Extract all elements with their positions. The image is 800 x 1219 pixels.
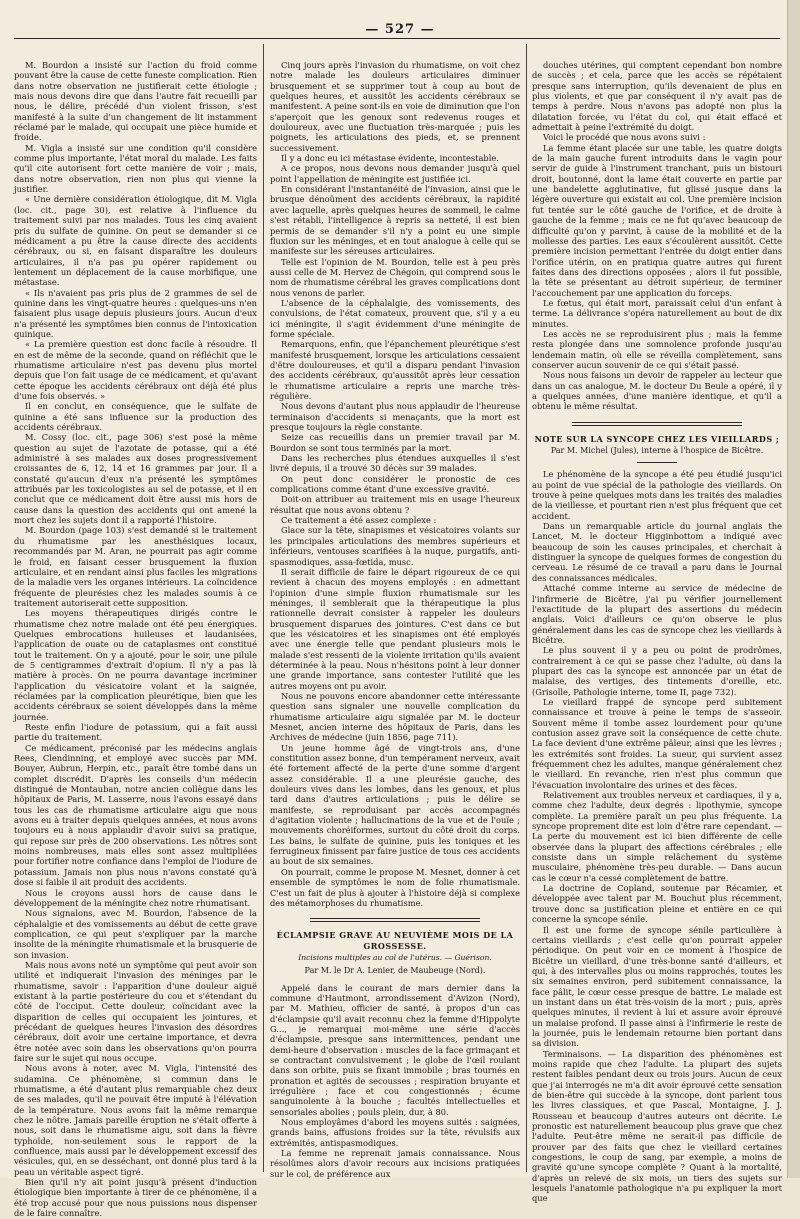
paragraph: On pourrait, comme le propose M. Mesnet, donner à cet ensemble de symptômes le nom de folie rhumatismale. C'est un fait de plus à ajouter à l'histoire déjà si complexe des métamorphoses du rhumatisme. <box>270 866 520 908</box>
article-subtitle: Incisions multiples au col de l'utérus. — Guérison. <box>298 952 492 962</box>
paragraph: M. Cossy (loc. cit., page 306) s'est posé la même question au sujet de l'azotate de potasse, qui a été administré à ses malades aux doses progressivement croissantes de 6, 12, 14 et 16 grammes par jour. Il a constaté qu'aucun d'eux n'a présenté les symptômes attribués par les toxicologistes au sel de potasse, et il en conclut que ce médicament doit être aussi mis hors de cause dans la question des accidents qui ont amené la mort chez les sujets dont il a rapporté l'histoire. <box>14 432 257 526</box>
paragraph: Remarquons, enfin, que l'épanchement pleurétique s'est manifesté brusquement, lorsque les articulations cessaient d'être douloureuses, et qu'il a disparu pendant l'invasion des accidents cérébraux, qu'aussitôt après leur cessation le rhumatisme articulaire a repris une marche très-régulière. <box>270 339 520 401</box>
paragraph: Le vieillard frappé de syncope perd subitement connaissance et trouve à peine le temps de s'asseoir. Souvent même il tombe assez lourdement pour qu'une contusion assez grave soit la conséquence de cette chute. La face devient d'une extrême pâleur, ainsi que les lèvres ; les extrémités sont froides. La sueur, qui survient assez fréquemment chez les adultes, manque généralement chez le vieillard. En revanche, rien n'est plus commun que l'évacuation involontaire des urines et des fèces. <box>532 696 782 790</box>
paragraph: Terminaisons. — La disparition des phénomènes est moins rapide que chez l'adulte. La plupart des sujets restent faibles pendant deux ou trois jours. Aucun de ceux que j'ai interrogés ne m'a dit avoir éprouvé cette sensation de bien-être qui succède à la syncope, dont parlent tous les livres classiques, et que Pascal, Montaigne, J. J. Rousseau et beaucoup d'autres auteurs ont décrite. Le pronostic est naturellement beaucoup plus grave que chez l'adulte. Peut-être même ne serait-il pas difficile de prouver par des faits que chez le vieillard certaines congestions, le coup de sang, par exemple, a moins de gravité qu'une syncope complète ? Quant à la mortalité, d'après un relevé de six mois, un tiers des sujets sur lesquels l'anatomie pathologique n'a pu expliquer la mort que <box>532 1048 782 1204</box>
paragraph: « Une dernière considération étiologique, dit M. Vigla (loc. cit., page 30), est relative à l'influence du traitement suivi par nos malades. Tous les cinq avaient pris du sulfate de quinine. On peut se demander si ce médicament a pu être la cause directe des accidents cérébraux, ou si, en faisant disparaître les douleurs articulaires, il n'a pas pu opérer rapidement ou lentement un déplacement de la cause morbifique, une métastase. <box>14 194 257 288</box>
paragraph: Nous signalons, avec M. Bourdon, l'absence de la céphalalgie et des vomissements au début de cette grave complication, ce qui peut s'expliquer par la marche insolite de la méningite rhumatismale et la brusquerie de son invasion. <box>14 908 257 960</box>
paragraph: Nous ne pouvons encore abandonner cette intéressante question sans signaler une nouvelle complication du rhumatisme articulaire aigu signalée par M. le docteur Mesnet, ancien interne des hôpitaux de Paris, dans les Archives de médecine (juin 1856, page 711). <box>270 690 520 743</box>
paragraph: Il en conclut, en conséquence, que le sulfate de quinine a été sans influence sur la production des accidents cérébraux. <box>14 401 257 433</box>
column-left <box>14 60 257 1219</box>
paragraph: Bien qu'il n'y ait point jusqu'à présent d'induction étiologique bien importante à tirer de ce phénomène, il a été trop accusé pour que nous puissions nous dispenser de le faire connaître. <box>14 1177 257 1219</box>
column-divider <box>263 44 264 1172</box>
paragraph: Telle est l'opinion de M. Bourdon, telle est à peu près aussi celle de M. Hervez de Chégoin, qui comprend sous le nom de rhumatisme cérébral les graves complications dont nous venons de parler. <box>270 256 520 298</box>
header-rule <box>14 38 780 39</box>
paragraph: Seize cas recueillis dans un premier travail par M. Bourdon se sont tous terminés par la mort. <box>270 432 520 453</box>
paragraph: Le phénomène de la syncope a été peu étudié jusqu'ici au point de vue spécial de la pathologie des vieillards. On trouve à peine quelques mots dans les traités des maladies de la vieillesse, et pourtant rien n'est plus fréquent que cet accident. <box>532 469 782 521</box>
paragraph: Un jeune homme âgé de vingt-trois ans, d'une constitution assez bonne, d'un tempérament nerveux, avait été fortement affecté de la perte d'une somme d'argent assez considérable. Il a une pleurésie gauche, des douleurs vives dans les lombes, dans les genoux, et plus tard dans d'autres articulations ; puis le délire se manifeste, se reproduisant par accès accompagnés d'agitation violente ; hallucinations de la vue et de l'ouïe ; mouvements choréiformes, surtout du côté droit du corps. Les bains, le sulfate de quinine, puis les toniques et les ferrugineux finissent par faire justice de tous ces accidents au bout de six semaines. <box>270 742 520 867</box>
paragraph: douches utérines, qui comptent cependant bon nombre de succès ; et cela, parce que les accès se répétaient presque sans interruption, qu'ils devenaient de plus en plus violents, et que par conséquent il n'y avait pas de temps à perdre. Nous n'avons pas adopté non plus la dilatation forcée, vu l'état du col, qui était effacé et admettait à peine l'extrémité du doigt. <box>532 60 782 133</box>
paragraph: Les accès ne se reproduisirent plus ; mais la femme resta plongée dans une somnolence profonde jusqu'au lendemain matin, où elle se réveilla complètement, sans conserver aucun souvenir de ce qui s'était passé. <box>532 328 782 370</box>
paragraph: Relativement aux troubles nerveux et cardiaques, il y a, comme chez l'adulte, deux degrés : lipothymie, syncope complète. La première paraît un peu plus fréquente. La syncope proprement dite est loin d'être rare cependant. — La perte du mouvement est ici bien différente de celle observée dans la plupart des affections cérébrales ; elle consiste dans un simple relâchement du système musculaire, phénomène très-peu durable. — Dans aucun cas le cœur n'a cessé complètement de battre. <box>532 790 782 883</box>
paragraph: Il serait difficile de faire le départ rigoureux de ce qui revient à chacun des moyens employés : en admettant l'opinion d'une simple fluxion rhumatismale sur les méninges, il semblerait que la thérapeutique la plus rationnelle devrait consister à rappeler les douleurs brusquement disparues des jointures. C'est dans ce but que les vésicatoires et les sinapismes ont été employés avec une énergie telle que pendant plusieurs mois le malade s'est ressenti de la violente irritation qu'ils avaient déterminée à la peau. Nous n'hésitons point à leur donner une grande importance, sans contester l'utilité que les autres moyens ont pu avoir. <box>270 566 520 691</box>
paragraph: Dans les recherches plus étendues auxquelles il s'est livré depuis, il a trouvé 30 décès sur 39 malades. <box>270 453 520 474</box>
column-right <box>532 60 782 1204</box>
paragraph: Nous employâmes d'abord les moyens suités : saignées, grands bains, affusions froides sur la tête, révulsifs aux extrémités, antispasmodiques. <box>270 1117 520 1148</box>
paragraph: Doit-on attribuer au traitement mis en usage l'heureux résultat que nous avons obtenu ? <box>270 494 520 515</box>
article-title: NOTE SUR LA SYNCOPE CHEZ LES VIEILLARDS ; <box>534 433 780 444</box>
paragraph: Ce traitement a été assez complexe : <box>281 515 437 526</box>
paragraph: Il y a donc eu ici métastase évidente, incontestable. <box>281 153 499 164</box>
paragraph: A ce propos, nous devons nous demander jusqu'à quel point l'appellation de méningite est justifiée ici. <box>270 163 520 184</box>
short-rule <box>637 462 677 463</box>
paragraph: Ce médicament, préconisé par les médecins anglais Rees, Clendinning, et employé avec succès par MM. Bouyer, Aubrun, Herpin, etc., paraît être tombé dans un complet discrédit. D'après les conseils d'un médecin distingué de Montauban, notre ancien collègue dans les hôpitaux de Paris, M. Lasserre, nous l'avons essayé dans tous les cas de rhumatisme articulaire aigu que nous avons eu à traiter depuis quelques années, et nous avons toujours eu à nous applaudir d'avoir suivi sa pratique, qui repose sur près de 200 observations. Les nôtres sont moins nombreuses, mais elles sont assez multipliées pour fortifier notre confiance dans l'emploi de l'iodure de potassium. Jamais non plus nous n'avons constaté qu'à dose si faible il ait produit des accidents. <box>14 742 257 888</box>
paragraph: Dans un remarquable article du journal anglais the Lancet, M. le docteur Higginbottom a indiqué avec beaucoup de soin les causes principales, et cherchait à distinguer la syncope de quelques formes de congestion du cerveau. Le résumé de ce travail a paru dans le Journal des connaissances médicales. <box>532 521 782 583</box>
paragraph: Glace sur la tête, sinapismes et vésicatoires volants sur les principales articulations des membres supérieurs et inférieurs, ventouses scarifiées à la nuque, purgatifs, anti-spasmodiques, assa-fœtida, musc. <box>270 525 520 567</box>
paragraph: Mais nous avons noté un symptôme qui peut avoir son utilité et indiquerait l'invasion des méninges par le rhumatisme, savoir : l'apparition d'une douleur aiguë existant à la partie postérieure du cou et s'étendant du côté de l'occiput. Cette douleur, coïncidant avec la disparition de celles qui occupaient les jointures, et précédant de quelques heures l'invasion des désordres cérébraux, doit avoir une certaine importance, et devra être notée avec soin dans les observations qu'on pourra faire sur le sujet qui nous occupe. <box>14 959 257 1063</box>
paragraph: On peut donc considérer le pronostic de ces complications comme étant d'une excessive gravité. <box>270 473 520 495</box>
paragraph: Nous le croyons aussi hors de cause dans le développement de la méningite chez notre rhumatisant. <box>14 887 257 908</box>
paragraph: La femme étant placée sur une table, les quatre doigts de la main gauche furent introduits dans le vagin pour servir de guide à l'instrument tranchant, puis un bistouri droit, boutonné, dont la lame était couverte en partie par une bandelette agglutinative, fut glissé jusque dans la légère ouverture qui existait au col. Une première incision fut tentée sur le côté gauche de l'orifice, et de droite à gauche de la femme ; mais ce ne fut qu'avec beaucoup de difficulté qu'on y parvint, à cause de la mobilité et de la mollesse des parties. Les eaux s'écoulèrent aussitôt. Cette première incision permettant l'entrée du doigt entier dans l'orifice utérin, on en pratiqua quatre autres qui furent faites dans des directions opposées ; alors il fut possible, la tête se présentant au détroit supérieur, de terminer l'accouchement par une application du forceps. <box>532 142 782 298</box>
paragraph: Il est une forme de syncope sénile particulière à certains vieillards ; c'est celle qu'on pourrait appeler périodique. On peut voir en ce moment à l'hospice de Bicêtre un vieillard, d'une très-bonne santé d'ailleurs, et qui, à des intervalles plus ou moins rapprochés, toutes les six semaines environ, perd subitement connaissance, la face pâlit, le cœur cesse presque de battre. Le malade est un instant dans un état très-voisin de la mort ; puis, après quelques minutes, il revient à lui et assure avoir éprouvé un malaise profond. Il passe ainsi à l'infirmerie le reste de la journée, puis le lendemain retourne bien portant dans sa division. <box>532 924 782 1049</box>
paragraph: Le plus souvent il y a peu ou point de prodrômes, contrairement à ce qui se passe chez l'adulte, où dans la plupart des cas la syncope est annoncée par un état de malaise, des vertiges, des tintements d'oreille, etc. (Grisolle, Pathologie interne, tome II, page 732). <box>532 645 782 697</box>
page-number: — 527 — <box>365 22 435 37</box>
paragraph: Nous avons à noter, avec M. Vigla, l'intensité des sudamina. Ce phénomène, si commun dans le rhumatisme, a été d'autant plus remarquable chez deux de ses malades, qu'il ne pouvait être imputé à l'élévation de la température. Nous avons fait la même remarque chez le nôtre. Jamais pareille éruption ne s'était offerte à nous, soit dans le rhumatisme aigu, soit dans la fièvre typhoïde, non-seulement sous le rapport de la confluence, mais aussi par le développement excessif des vésicules, qui, en se desséchant, ont donné plus tard à la peau un véritable aspect tigré. <box>14 1063 257 1177</box>
paragraph: « Ils n'avaient pas pris plus de 2 grammes de sel de quinine dans les vingt-quatre heures : quelques-uns n'en faisaient plus usage depuis plusieurs jours. Aucun d'eux n'a présenté les symptômes bien connus de l'intoxication quinique. <box>14 287 257 339</box>
paragraph: M. Bourdon a insisté sur l'action du froid comme pouvant être la cause de cette funeste complication. Rien dans notre observation ne justifierait cette étiologie ; mais nous devons dire que dans l'autre fait recueilli par nous, le délire, précédé d'un violent frisson, s'est manifesté à la suite d'un changement de lit instamment réclamé par le malade, qui occupait une pièce humide et froide. <box>14 60 257 143</box>
paragraph: Le fœtus, qui était mort, paraissait celui d'un enfant à terme. La délivrance s'opéra naturellement au bout de dix minutes. <box>532 297 782 329</box>
paragraph: L'absence de la céphalalgie, des vomissements, des convulsions, de l'état comateux, prouvent que, s'il y a eu ici méningite, il s'agit évidemment d'une méningite de forme spéciale. <box>270 297 520 339</box>
paragraph: Attaché comme interne au service de médecine de l'infirmerie de Bicêtre, j'ai pu vérifier journellement l'exactitude de la plupart des assertions du médecin anglais. Voici d'ailleurs ce qu'on observe le plus généralement dans les cas de syncope chez les vieillards à Bicêtre. <box>532 583 782 645</box>
paragraph: Reste enfin l'iodure de potassium, qui a fait aussi partie du traitement. <box>14 722 257 743</box>
article-separator <box>572 422 742 426</box>
article-title: ÉCLAMPSIE GRAVE AU NEUVIÈME MOIS DE LA GROSSESSE. <box>276 930 514 951</box>
article-separator <box>310 918 480 922</box>
paragraph: En considérant l'instantanéité de l'invasion, ainsi que le brusque dénoûment des accidents cérébraux, la rapidité avec laquelle, après quelques heures de sommeil, le calme s'est rétabli, l'intelligence à repris sa netteté, il est bien permis de se demander s'il n'y a point eu une simple fluxion sur les méninges, et en tout analogue à celle qui se manifeste sur les séreuses articulaires. <box>270 184 520 257</box>
paragraph: « La première question est donc facile à résoudre. Il en est de même de la seconde, quand on réfléchit que le rhumatisme articulaire n'est pas devenu plus mortel depuis que l'on fait usage de ce médicament, et qu'avant cette époque les accidents cérébraux ont déjà été plus d'une fois observés. » <box>14 339 257 401</box>
paragraph: Voici le procédé que nous avons suivi : <box>543 132 706 143</box>
article-author: Par M. Michel (Jules), interne à l'hospice de Bicêtre. <box>550 446 764 456</box>
paragraph: Cinq jours après l'invasion du rhumatisme, on voit chez notre malade les douleurs articulaires diminuer brusquement et se supprimer tout à coup au bout de quelques heures, et aussitôt les accidents cérébraux se manifestent. A peine sont-ils en voie de diminution que l'on s'aperçoit que les genoux sont redevenus rouges et douloureux, avec une fluctuation très-marquée ; puis les poignets, les articulations des pieds, et, se prennent successivement. <box>270 60 520 153</box>
paragraph: La doctrine de Copland, soutenue par Récamier, et développée avec talent par M. Bouchut plus récemment, trouve donc sa justification pleine et entière en ce qui concerne la syncope sénile. <box>532 883 782 925</box>
paragraph: Appelé dans le courant de mars dernier dans la commune d'Hautmont, arrondissement d'Avizon (Nord), par M. Mathieu, officier de santé, à propos d'un cas d'éclampsie qu'il avait reconnu chez la femme d'Hippolyte G..., je remarquai moi-même une série d'accès d'éclampsie, presque sans intermittences, pendant une demi-heure d'observation : muscles de la face grimaçant et se contractant convulsivement ; le globe de l'œil roulant dans son orbite, puis se fixant immobile ; bras tournés en pronation et agités de secousses ; respiration bruyante et irrégulière ; face et cou congestionnés ; écume sanguinolente à la bouche ; facultés intellectuelles et sensoriales abolies ; pouls plein, dur, à 80. <box>270 982 520 1117</box>
paragraph: Les moyens thérapeutiques dirigés contre le rhumatisme chez notre malade ont été peu énergiques. Quelques embrocations huileuses et laudanisées, l'application de ouate ou de cataplasmes ont constitué tout le traitement. On y a ajouté, pour le soir, une pilule de 5 centigrammes d'extrait d'opium. Il n'y a pas là matière à procès. On ne pourra davantage incriminer l'application du vésicatoire volant et la saignée, réclamées par la complication pleurétique, bien que les accidents cérébraux se soient développés dans la même journée. <box>14 608 257 722</box>
paragraph: M. Bourdon (page 103) s'est demandé si le traitement du rhumatisme par les anesthésiques locaux, recommandés par M. Aran, ne pourrait pas agir comme le froid, en faisant cesser brusquement la fluxion articulaire, et en rendant ainsi plus faciles les migrations de la maladie vers les organes intérieurs. La coïncidence fréquente de pleurésies chez les malades soumis à ce traitement autoriserait cette supposition. <box>14 525 257 608</box>
column-divider <box>526 44 527 1172</box>
column-middle <box>270 60 520 1179</box>
paragraph: M. Vigla a insisté sur une condition qu'il considère comme plus importante, l'état moral du malade. Les faits qu'il cite autorisent fort cette manière de voir ; mais, dans notre observation, rien non plus qui vienne la justifier. <box>14 142 257 195</box>
paragraph: Nous devons d'autant plus nous applaudir de l'heureuse terminaison d'accidents si menaçants, que la mort est presque toujours la règle constante. <box>270 401 520 433</box>
binding-gutter <box>787 0 800 1178</box>
article-author: Par M. le Dr A. Lenier, de Maubeuge (Nord). <box>304 966 486 976</box>
paragraph: Nous nous faisons un devoir de rappeler au lecteur que dans un cas analogue, M. le docteur Du Beule a opéré, il y a quelques années, d'une manière identique, et qu'il a obtenu le même résultat. <box>532 370 782 412</box>
paragraph: La femme ne reprenait jamais connaissance. Nous résolûmes alors d'avoir recours aux incisions pratiquées sur le col, de préférence aux <box>270 1148 520 1179</box>
